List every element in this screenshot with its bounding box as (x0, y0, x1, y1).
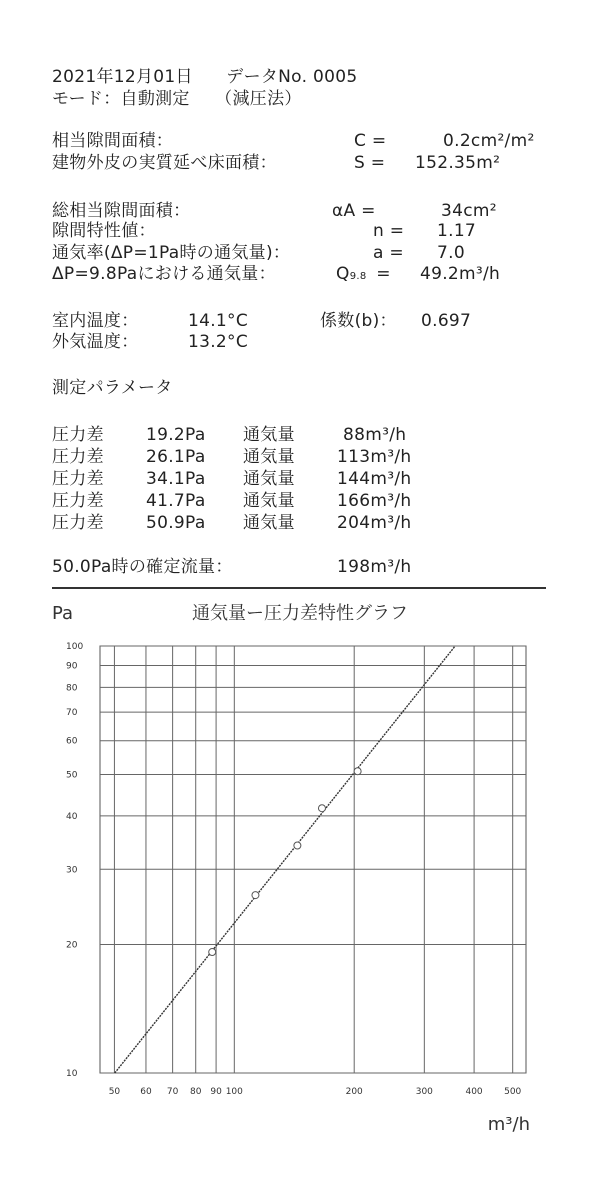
y-axis-label: Pa (52, 603, 74, 624)
s-symbol: S = (354, 153, 386, 173)
fit-line (115, 646, 455, 1073)
y-tick-label: 30 (66, 865, 78, 876)
c-value: 0.2cm²/m² (443, 131, 535, 151)
fit-line-group (115, 646, 455, 1073)
pressure-value: 26.1Pa (146, 447, 206, 467)
x-tick-label: 70 (166, 1087, 179, 1097)
data-point (252, 892, 259, 899)
q-subscript: 9.8 (349, 271, 367, 282)
x-axis-label: m³/h (487, 1114, 530, 1135)
q-label: ΔP=9.8Paにおける通気量： (52, 264, 276, 284)
pressure-label: 圧力差 (52, 447, 104, 467)
confirmed-value: 198m³/h (337, 557, 412, 577)
chart-grid (100, 646, 526, 1073)
flow-value: 144m³/h (337, 469, 412, 489)
n-symbol: n = (373, 221, 405, 241)
q-symbol: Q (336, 264, 350, 284)
pressure-value: 19.2Pa (146, 425, 206, 445)
data-no-label: データNo. (226, 67, 308, 87)
flow-value: 113m³/h (337, 447, 412, 467)
pressure-label: 圧力差 (52, 491, 104, 511)
x-tick-label: 50 (108, 1087, 121, 1097)
flow-value: 204m³/h (337, 513, 412, 533)
a-label: 通気率(ΔP=1Pa時の通気量)： (52, 243, 291, 263)
a-value: 7.0 (437, 243, 465, 263)
coef-value: 0.697 (421, 311, 472, 331)
y-tick-label: 70 (66, 708, 78, 719)
flow-label: 通気量 (243, 469, 295, 489)
x-tick-label: 60 (140, 1087, 152, 1097)
pressure-label: 圧力差 (52, 469, 104, 489)
pressure-value: 34.1Pa (146, 469, 206, 489)
parameters-title: 測定パラメータ (52, 378, 173, 398)
flow-label: 通気量 (243, 447, 295, 467)
q-equals: = (376, 264, 391, 284)
mode-detail: （減圧法） (215, 89, 302, 109)
date: 2021年12月01日 (52, 67, 193, 87)
y-tick-label: 60 (66, 736, 78, 747)
x-tick-label: 90 (210, 1087, 222, 1097)
y-tick-label: 40 (66, 811, 78, 822)
chart-title: 通気量ー圧力差特性グラフ (192, 603, 408, 624)
y-tick-label: 10 (66, 1069, 78, 1079)
y-tick-label: 100 (66, 642, 84, 652)
s-label: 建物外皮の実質延べ床面積： (52, 153, 277, 173)
n-label: 隙間特性値： (52, 221, 156, 241)
y-tick-label: 80 (66, 683, 78, 694)
q-value: 49.2m³/h (420, 264, 501, 284)
aa-value: 34cm² (441, 201, 497, 221)
flow-label: 通気量 (243, 491, 295, 511)
flow-label: 通気量 (243, 513, 295, 533)
y-tick-label: 50 (66, 770, 78, 781)
flow-value: 88m³/h (343, 425, 407, 445)
x-tick-label: 300 (415, 1087, 433, 1097)
indoor-temp-label: 室内温度： (52, 311, 139, 331)
pressure-value: 41.7Pa (146, 491, 206, 511)
y-tick-label: 20 (66, 940, 78, 951)
data-point (294, 842, 301, 849)
aa-label: 総相当隙間面積： (52, 201, 191, 221)
data-point (354, 768, 361, 775)
x-tick-label: 100 (225, 1087, 243, 1097)
s-value: 152.35m² (415, 153, 501, 173)
x-tick-label: 200 (345, 1087, 363, 1097)
c-symbol: C = (354, 131, 387, 151)
flow-value: 166m³/h (337, 491, 412, 511)
outdoor-temp-label: 外気温度： (52, 332, 139, 352)
data-no: 0005 (313, 67, 358, 87)
y-tick-label: 90 (66, 661, 78, 672)
a-symbol: a = (373, 243, 404, 263)
aa-symbol: αA = (332, 201, 376, 221)
flow-label: 通気量 (243, 425, 295, 445)
mode-label: モード： (52, 89, 121, 109)
c-label: 相当隙間面積： (52, 131, 174, 151)
coef-label: 係数(b)： (320, 311, 397, 331)
x-tick-label: 500 (504, 1087, 522, 1097)
data-point (318, 805, 325, 812)
mode-value: 自動測定 (120, 89, 190, 109)
plot-frame (100, 646, 526, 1073)
pressure-value: 50.9Pa (146, 513, 206, 533)
pressure-label: 圧力差 (52, 425, 104, 445)
x-tick-label: 80 (189, 1087, 202, 1097)
pressure-label: 圧力差 (52, 513, 104, 533)
n-value: 1.17 (437, 221, 477, 241)
data-point (209, 949, 216, 956)
confirmed-label: 50.0Pa時の確定流量： (52, 557, 233, 577)
indoor-temp-value: 14.1°C (188, 311, 249, 331)
x-tick-label: 400 (465, 1087, 483, 1097)
outdoor-temp-value: 13.2°C (188, 332, 249, 352)
